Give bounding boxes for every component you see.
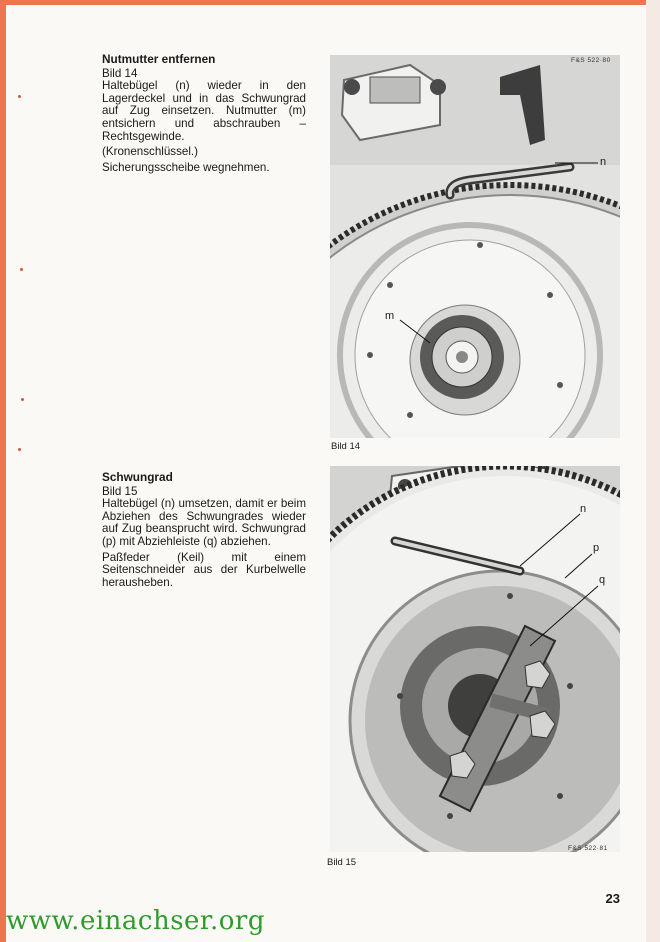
photo-reference: F&S 522·81 bbox=[568, 845, 608, 852]
page-number: 23 bbox=[605, 891, 620, 906]
margin-speck bbox=[21, 398, 24, 401]
label-p: p bbox=[593, 542, 600, 554]
watermark-url: www.einachser.org bbox=[6, 906, 265, 936]
section-nutmutter bbox=[102, 53, 306, 174]
instruction-text: Haltebügel (n) umsetzen, damit er beim Abziehen des Schwungrades wieder auf Zug beansprucht wird. Schwungrad (p) mit Abziehleiste (q) abziehen. bbox=[102, 497, 306, 548]
photo-bild-14 bbox=[330, 55, 620, 438]
page-edge-left bbox=[0, 0, 6, 942]
figure-reference: Bild 15 bbox=[102, 484, 138, 498]
margin-speck bbox=[18, 448, 21, 451]
tool-note: (Kronenschlüssel.) bbox=[102, 145, 199, 159]
figure-caption: Bild 15 bbox=[327, 857, 357, 868]
section-heading: Nutmutter entfernen bbox=[102, 52, 216, 66]
label-q: q bbox=[599, 574, 606, 586]
margin-speck bbox=[18, 95, 21, 98]
instruction-text: Paßfeder (Keil) mit einem Seitenschneider aus der Kurbelwelle herausheben. bbox=[102, 550, 306, 589]
section-schwungrad bbox=[102, 471, 306, 589]
flywheel-puller-photo bbox=[330, 466, 620, 852]
flywheel-nut-photo bbox=[330, 55, 620, 438]
figure-caption: Bild 14 bbox=[331, 441, 361, 452]
label-m: m bbox=[385, 310, 395, 322]
photo-bild-15 bbox=[330, 466, 620, 852]
label-n: n bbox=[580, 503, 587, 515]
figure-reference: Bild 14 bbox=[102, 66, 138, 80]
instruction-text: Haltebügel (n) wieder in den Lagerdeckel und in das Schwungrad auf Zug einsetzen. Nutmutter (m) entsichern und abschrauben – Rechtsgewinde. bbox=[102, 79, 306, 143]
label-n: n bbox=[600, 156, 607, 168]
margin-speck bbox=[20, 268, 23, 271]
instruction-text: Sicherungsscheibe wegnehmen. bbox=[102, 160, 270, 174]
page-edge-top bbox=[0, 0, 660, 5]
page-edge-right bbox=[646, 0, 660, 942]
section-heading: Schwungrad bbox=[102, 470, 173, 484]
photo-reference: F&S 522·80 bbox=[571, 57, 611, 64]
